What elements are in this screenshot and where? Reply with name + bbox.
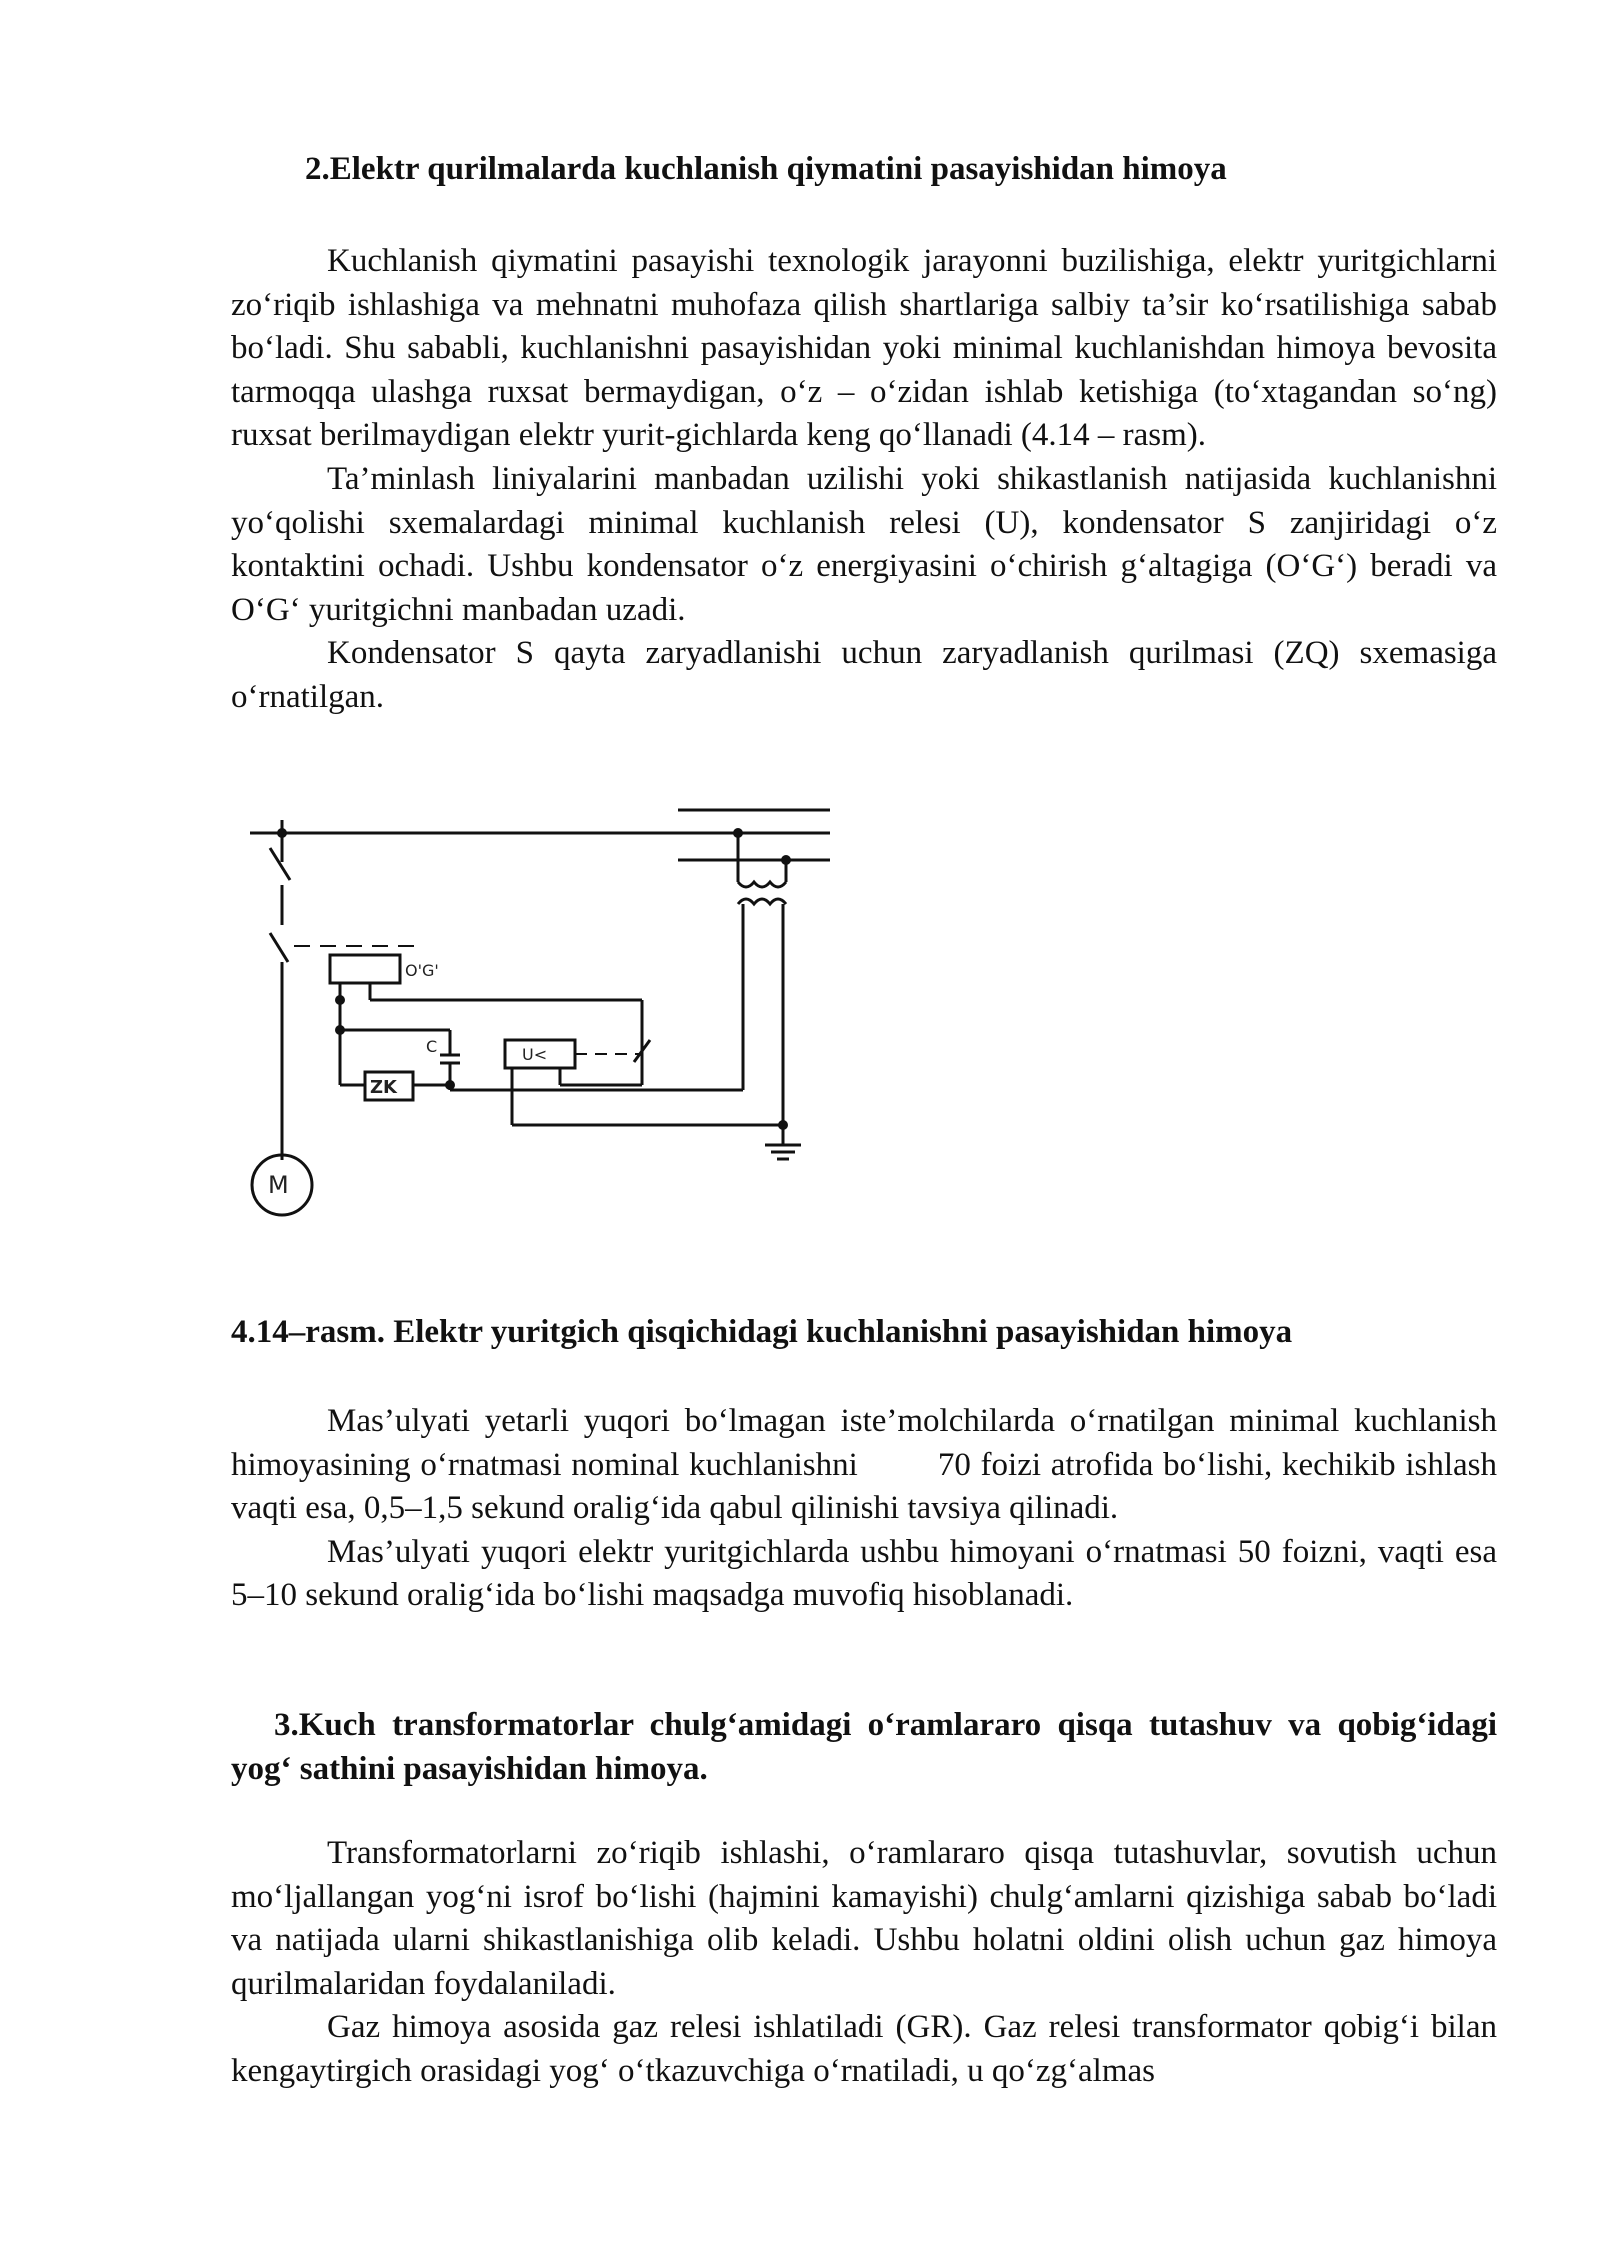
figure-caption: 4.14–rasm. Elektr yuritgich qisqichidagi kuchlanishni pasayishidan himoya (231, 1314, 1293, 1350)
after-figure-paragraph-1 (231, 1400, 1497, 1531)
capacitor-label: C (426, 1037, 438, 1056)
circuit-diagram (230, 800, 850, 1250)
switch-blade-1 (270, 848, 290, 880)
switch-blade-2 (270, 933, 288, 962)
junction-dot (335, 1025, 345, 1035)
paragraph-1-part-1: Mas’ulyati yetarli yuqori bo‘lmagan iste’molchilarda o‘rnatilgan minimal kuchlanish himoyasining o‘rnatmasi nominal kuchlanishni (231, 1403, 1497, 1483)
section-3-body (231, 1832, 1497, 2094)
junction-dot (778, 1120, 788, 1130)
motor-label: M (268, 1171, 289, 1199)
trip-coil-box (330, 955, 400, 983)
relay-label: U< (522, 1045, 548, 1064)
section-3-paragraph-1: Transformatorlarni zo‘riqib ishlashi, o‘ramlararo qisqa tutashuvlar, sovutish uchun mo‘ljallangan yog‘ni isrof bo‘lishi (hajmini kamayishi) chulg‘amlarni qizishiga sabab bo‘ladi va natijada ularni shikastlanishiga olib keladi. Ushbu holatni oldini olish uchun gaz himoya qurilmalaridan foydalaniladi. (231, 1835, 1497, 2002)
section-3-title: 3.Kuch transformatorlar chulg‘amidagi o‘ramlararo qisqa tutashuv va qobig‘idagi yog‘ sathini pasayishidan himoya. (231, 1707, 1497, 1787)
junction-dot (335, 995, 345, 1005)
after-figure-body (231, 1400, 1497, 1618)
paragraph-1-part-2: 70 foizi atrofida bo‘lishi, kechikib ishlash vaqti esa, 0,5–1,5 sekund oralig‘ida qabul qilinishi tavsiya qilinadi. (231, 1446, 1498, 1527)
transformer-primary (738, 882, 786, 887)
section-2-title: 2.Elektr qurilmalarda kuchlanish qiymatini pasayishidan himoya (305, 151, 1227, 187)
junction-dot (277, 828, 287, 838)
junction-dot (445, 1080, 455, 1090)
section-3-paragraph-2: Gaz himoya asosida gaz relesi ishlatiladi (GR). Gaz relesi transformator qobig‘i bilan kengaytirgich orasidagi yog‘ o‘tkazuvchiga o‘rnatiladi, u qo‘zg‘almas (231, 2009, 1497, 2089)
trip-coil-label: O'G' (405, 961, 439, 980)
section-2-paragraph-3: Kondensator S qayta zaryadlanishi uchun zaryadlanish qurilmasi (ZQ) sxemasiga o‘rnatilgan. (231, 635, 1497, 715)
section-2-paragraph-1: Kuchlanish qiymatini pasayishi texnologik jarayonni buzilishiga, elektr yuritgichlarni zo‘riqib ishlashiga va mehnatni muhofaza qilish shartlariga salbiy ta’sir ko‘rsatilishiga sabab bo‘ladi. Shu sababli, kuchlanishni pasayishidan yoki minimal kuchlanishdan himoya bevosita tarmoqqa ulashga ruxsat bermaydigan, o‘z – o‘zidan ishlab ketishiga (to‘xtagandan so‘ng) ruxsat berilmaydigan elektr yurit-gichlarda keng qo‘llanadi (4.14 – rasm). (231, 243, 1497, 454)
charger-label: ZK (370, 1077, 397, 1098)
circuit-diagram-svg (230, 800, 850, 1250)
section-2-paragraph-2: Ta’minlash liniyalarini manbadan uzilishi yoki shikastlanish natijasida kuchlanishni yo‘qolishi sxemalardagi minimal kuchlanish relesi (U), kondensator S zanjiridagi o‘z kontaktini ochadi. Ushbu kondensator o‘z energiyasini o‘chirish g‘altagiga (O‘G‘) beradi va O‘G‘ yuritgichni manbadan uzadi. (231, 460, 1497, 628)
transformer-secondary (738, 899, 786, 904)
junction-dot (781, 855, 791, 865)
section-2-body (231, 240, 1497, 720)
after-figure-paragraph-2: Mas’ulyati yuqori elektr yuritgichlarda ushbu himoyani o‘rnatmasi 50 foizni, vaqti esa 5–10 sekund oralig‘ida bo‘lishi maqsadga muvofiq hisoblanadi. (231, 1533, 1497, 1614)
junction-dot (733, 828, 743, 838)
